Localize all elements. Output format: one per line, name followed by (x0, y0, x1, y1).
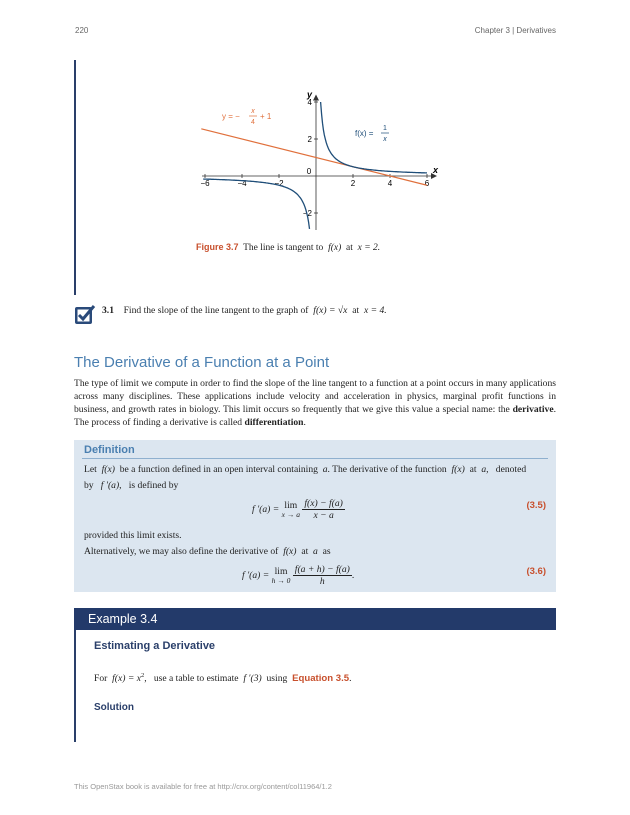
tangent-line (201, 129, 427, 185)
def-text: at (301, 546, 309, 557)
frac-den: h (319, 576, 325, 587)
definition-box (74, 440, 556, 592)
eq-limit (272, 567, 291, 585)
def-text: by (84, 480, 94, 491)
definition-line2 (84, 480, 178, 491)
figure-bar (74, 60, 76, 295)
equation-3-5 (252, 498, 345, 521)
eq-lhs: f ′(a) = (242, 570, 270, 581)
example-text: use a table to estimate (153, 673, 239, 685)
line-label-lhs: y = − (222, 112, 240, 121)
def-text: denoted (495, 464, 527, 475)
curve-negative-branch (203, 179, 309, 229)
def-text: Let (84, 464, 97, 475)
line-label-plus: + 1 (260, 112, 272, 121)
frac-num: f(a + h) − f(a) (294, 564, 350, 575)
example-fx: f(x) = x (112, 673, 141, 685)
exponent: 2 (140, 672, 145, 679)
def-text: be a function defined in an open interval containing (119, 464, 318, 475)
equation-number: (3.5) (526, 500, 546, 511)
eq-lhs: f ′(a) = (252, 504, 280, 515)
alternative-text (84, 546, 331, 557)
y-axis-arrow (313, 94, 319, 100)
eq-fraction (293, 564, 355, 587)
example-label: Example 3.4 (88, 612, 158, 626)
equation-link[interactable]: Equation 3.5 (292, 673, 350, 685)
lim-text: lim (284, 499, 298, 511)
eq-fraction (302, 498, 344, 521)
footer-note: This OpenStax book is available for free at http://cnx.org/content/col11964/1.2 (74, 782, 332, 791)
term-differentiation: differentiation (244, 417, 304, 428)
provided-text: provided this limit exists. (84, 530, 182, 541)
x-tick-label: 2 (350, 179, 356, 188)
line-label-num: x (251, 108, 255, 115)
y-tick-label: 4 (307, 98, 312, 107)
x-tick-label: −2 (274, 179, 284, 188)
def-fx: f(x) (451, 464, 465, 475)
example-text: For (94, 673, 108, 685)
running-header: Chapter 3 | Derivatives (474, 26, 556, 35)
figure-graph (190, 80, 450, 230)
definition-line1 (84, 464, 526, 475)
example-bar (74, 630, 76, 742)
y-tick-label: −2 (302, 209, 312, 218)
solution-heading: Solution (94, 702, 134, 713)
frac-den: x − a (313, 510, 334, 521)
frac-num: f(x) − f(a) (304, 498, 343, 509)
eq-limit (282, 501, 300, 519)
checkpoint-x: x = 4. (363, 305, 387, 316)
x-tick-label: 0 (306, 167, 312, 176)
paragraph-text-mid: . The process of finding a derivative is called (74, 404, 556, 428)
y-axis-label: y (307, 89, 313, 100)
caption-text: The line is tangent to (243, 243, 324, 253)
y-tick-label: 2 (307, 135, 312, 144)
lim-text: lim (274, 565, 288, 577)
checkpoint-number: 3.1 (102, 305, 114, 316)
paragraph-end: . (303, 417, 306, 428)
caption-fx: f(x) (328, 243, 342, 253)
equation-3-6 (242, 564, 354, 587)
figure-caption (196, 242, 380, 253)
example-text: , (144, 673, 147, 685)
checkpoint-fx: f(x) = √x (313, 305, 348, 316)
lim-sub: x → a (281, 509, 300, 519)
curve-label-lhs: f(x) = (355, 129, 374, 138)
def-a: a (322, 464, 328, 475)
example-text: using (266, 673, 288, 685)
example-title: Estimating a Derivative (94, 640, 216, 652)
figure-label: Figure 3.7 (196, 242, 239, 252)
example-prompt (94, 672, 352, 684)
term-derivative: derivative (512, 404, 554, 415)
def-a: a (313, 546, 318, 557)
curve-label-num: 1 (383, 125, 387, 132)
def-fx: f(x) (101, 464, 115, 475)
example-text: . (349, 673, 352, 685)
def-fx: f(x) (283, 546, 297, 557)
caption-at: at (346, 243, 353, 253)
definition-title: Definition (84, 444, 135, 456)
def-text: as (322, 546, 331, 557)
def-fpa: f ′(a), (100, 480, 122, 491)
eq-tail: . (351, 570, 355, 581)
def-a: a, (481, 464, 489, 475)
example-band (74, 608, 556, 630)
example-fp3: f ′(3) (243, 673, 262, 685)
section-paragraph (74, 377, 556, 429)
checkpoint-text: Find the slope of the line tangent to the graph of (123, 305, 309, 316)
curve-label-den: x (383, 136, 387, 143)
definition-rule (82, 458, 548, 459)
checkpoint-at: at (352, 305, 360, 316)
x-tick-label: −6 (200, 179, 210, 188)
page-number: 220 (75, 26, 89, 35)
def-text: at (469, 464, 477, 475)
x-tick-label: 4 (387, 179, 393, 188)
def-text: . The derivative of the function (327, 464, 447, 475)
checkpoint-icon (74, 304, 96, 326)
caption-x: x = 2. (357, 243, 381, 253)
paragraph-text: The type of limit we compute in order to find the slope of the line tangent to a function at a point occurs in many applications across many disciplines. These applications include velocity and acceleration in physics, marginal profit functions in business, and growth rates in biology. This limit occurs so frequently that we give this value a special name: the (74, 378, 556, 415)
checkpoint (102, 305, 387, 316)
equation-number: (3.6) (526, 566, 546, 577)
section-title: The Derivative of a Function at a Point (74, 354, 330, 371)
x-tick-label: 6 (424, 179, 430, 188)
x-axis-label: x (433, 165, 439, 175)
def-text: is defined by (128, 480, 179, 491)
def-text: Alternatively, we may also define the derivative of (84, 546, 279, 557)
line-label-den: 4 (251, 119, 255, 126)
lim-sub: h → 0 (271, 575, 291, 585)
x-tick-label: −4 (237, 179, 247, 188)
